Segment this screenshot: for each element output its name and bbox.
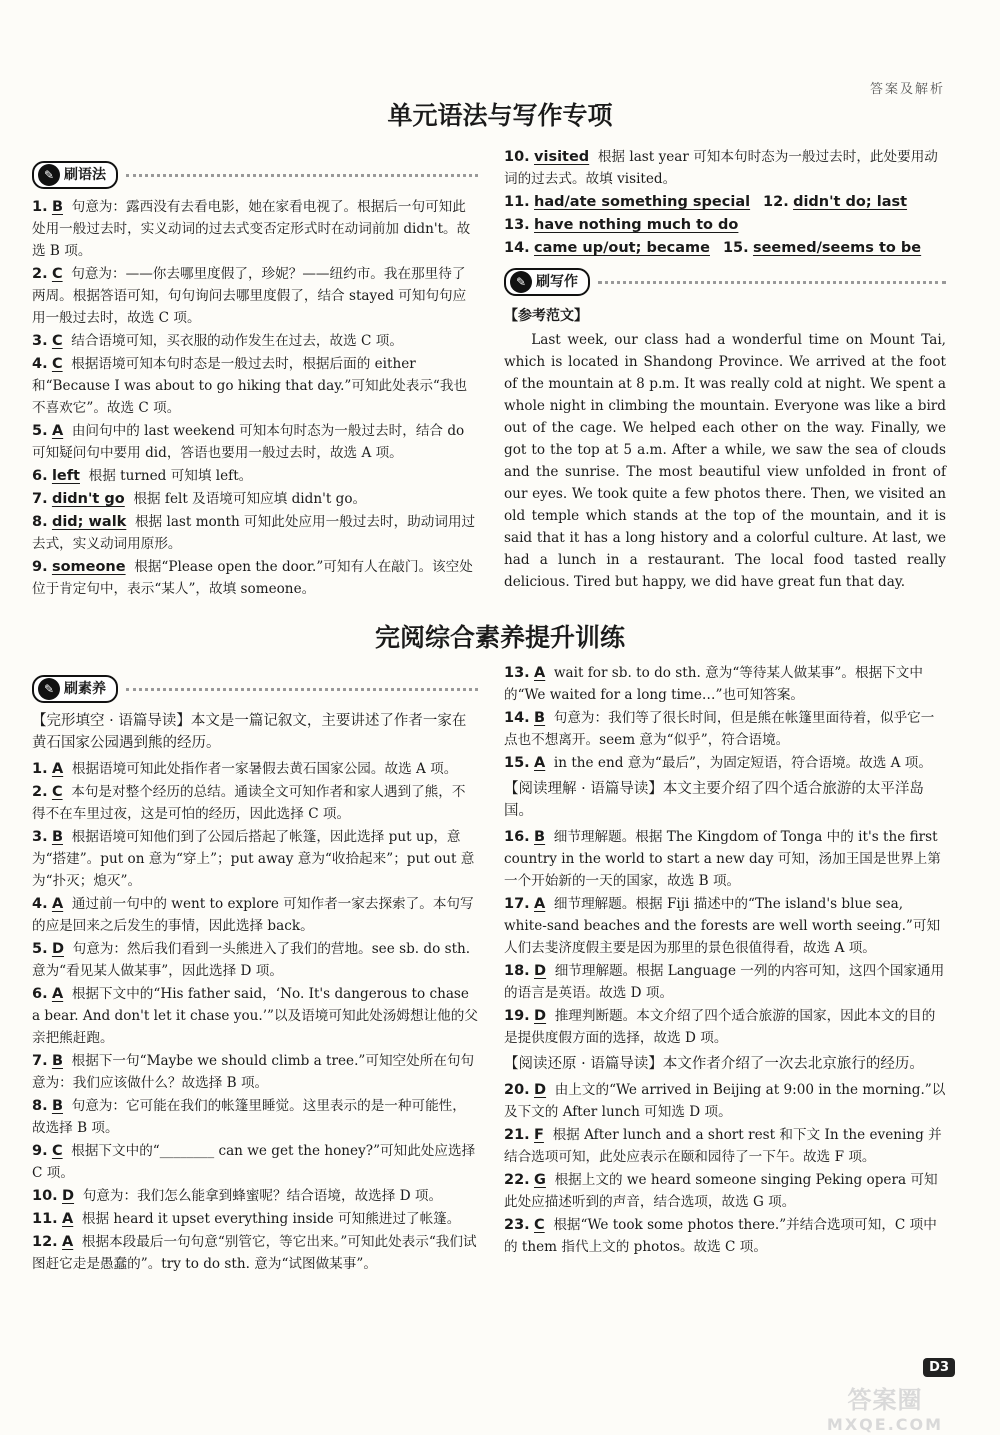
- answer-row: 11. had/ate something special 12. didn't do; last: [504, 194, 908, 210]
- answer-item: [32, 511, 478, 555]
- answer-item: [32, 1231, 478, 1275]
- item-answer: A: [62, 1234, 74, 1250]
- grammar-badge: ✎ 刷语法: [32, 161, 118, 189]
- answer-item: [504, 1005, 946, 1049]
- answer-item: [504, 893, 946, 959]
- item-answer: D: [534, 1082, 547, 1098]
- item-explanation: 细节理解题。根据 Language 一列的内容可知，这四个国家通用的语言是英语。故选 D 项。: [504, 963, 945, 1001]
- answer-item: [32, 1185, 478, 1207]
- item-number: 1.: [32, 199, 48, 215]
- item-explanation: 句意为：——你去哪里度假了，珍妮？——纽约市。我在那里待了两周。根据答语可知，句句询问去哪里度假了，结合 stayed 可知句句应用一般过去时，故选 C 项。: [32, 266, 467, 326]
- answer-item: [32, 196, 478, 262]
- item-answer: C: [51, 266, 63, 282]
- item-number: 21.: [504, 1127, 530, 1143]
- item-explanation: 根据 heard it upset everything inside 可知熊进过了帐篷。: [81, 1211, 461, 1227]
- item-explanation: 句意为：露西没有去看电影，她在家看电视了。根据后一句可知此处用一般过去时，实义动词的过去式变否定形式时在动词前加 didn't。故选 B 项。: [32, 199, 471, 259]
- item-explanation: 根据 last month 可知此处应用一般过去时，助动词用过去式，实义动词用原形。: [32, 514, 476, 552]
- writing-badge: ✎ 刷写作: [504, 268, 590, 296]
- item-number: 10.: [504, 149, 530, 165]
- item-number: 9.: [32, 559, 48, 575]
- item-answer: didn't go: [51, 491, 125, 507]
- item-explanation: 根据语境可知他们到了公园后搭起了帐篷，因此选择 put up，意为“搭建”。put on 意为“穿上”；put away 意为“收拾起来”；put out 意为“扑灭；熄灭”。: [32, 829, 475, 889]
- item-explanation: wait for sb. to do sth. 意为“等待某人做某事”。根据下文中的“We waited for a long time…”也可知答案。: [504, 665, 923, 703]
- item-explanation: 通过前一句中的 went to explore 可知作者一家去探索了。本句写的应是回来之后发生的事情，因此选择 back。: [32, 896, 474, 934]
- pen-icon: ✎: [38, 164, 60, 186]
- item-number: 4.: [32, 356, 48, 372]
- item-answer: F: [534, 1127, 544, 1143]
- literacy-list: [32, 758, 478, 1275]
- item-answer: A: [534, 665, 546, 681]
- item-answer: B: [51, 199, 63, 215]
- answer-item: [504, 1124, 946, 1168]
- grammar-writing-column: [504, 146, 946, 593]
- grammar-column: [32, 158, 478, 601]
- item-number: 16.: [504, 829, 530, 845]
- item-explanation: 由问句中的 last weekend 可知本句时态为一般过去时，结合 do 可知疑问句中要用 did，答语也要用一般过去时，故选 A 项。: [32, 423, 465, 461]
- answer-item: [504, 826, 946, 892]
- item-number: 10.: [32, 1188, 58, 1204]
- answer-item: [32, 758, 478, 780]
- item-number: 5.: [32, 423, 48, 439]
- literacy-list-b: [504, 826, 946, 1049]
- item-answer: did; walk: [51, 514, 127, 530]
- grammar-header: [32, 158, 478, 192]
- item-answer: C: [51, 1143, 63, 1159]
- item-number: 20.: [504, 1082, 530, 1098]
- answer-item: [504, 752, 946, 774]
- answer-item: [504, 662, 946, 706]
- answer-item: [32, 938, 478, 982]
- answer-item: [32, 465, 478, 487]
- literacy-list-c: [504, 1079, 946, 1258]
- answer-item: [32, 488, 478, 510]
- item-number: 19.: [504, 1008, 530, 1024]
- literacy-list-a: [504, 662, 946, 774]
- answer-item: [32, 556, 478, 600]
- item-answer: C: [51, 333, 63, 349]
- answer-item: [32, 1140, 478, 1184]
- item-explanation: 根据语境可知此处指作者一家暑假去黄石国家公园。故选 A 项。: [71, 761, 458, 777]
- item-explanation: 由上文的“We arrived in Beijing at 9:00 in the morning.”以及下文的 After lunch 可知选 D 项。: [504, 1082, 946, 1120]
- writing-header: [504, 265, 946, 299]
- item-answer: left: [51, 468, 80, 484]
- answer-item: [32, 893, 478, 937]
- pen-icon: ✎: [510, 271, 532, 293]
- grammar-list: [32, 196, 478, 600]
- item-number: 15.: [504, 755, 530, 771]
- answer-item: [32, 330, 478, 352]
- item-answer: D: [534, 963, 547, 979]
- item-answer: B: [51, 829, 63, 845]
- item-number: 7.: [32, 1053, 48, 1069]
- answer-item: [504, 1214, 946, 1258]
- watermark: 答案圈 MXQE.COM: [826, 1386, 944, 1434]
- item-number: 1.: [32, 761, 48, 777]
- item-explanation: 根据 After lunch and a short rest 和下文 In the evening 并结合选项可知，此处应表示在颐和园待了一下午。故选 F 项。: [504, 1127, 942, 1165]
- divider: [126, 687, 478, 691]
- item-answer: B: [534, 829, 546, 845]
- model-essay: Last week, our class had a wonderful time on Mount Tai, which is located in Shandong Province. We arrived at the foot of the mountain at 8 p.m. It was really cold at night. We spent a whole night in climbing the mountain. Everyone was like a bird out of the cage. We helped each other on the way. Finally, we got to the top at 5 a.m. After a while, we saw the sea of clouds and the sunrise. The most beautiful view unfolded in front of our eyes. We took quite a few photos there. Then, we visited an old temple which stands at the top of the mountain, and it is said that it has a long history and a colorful culture. At last, we had a lunch in a restaurant. The local food tasted really delicious. Tired but happy, we did have great fun that day.: [504, 332, 946, 590]
- item-answer: B: [534, 710, 546, 726]
- divider: [126, 173, 478, 177]
- answer-item: [32, 263, 478, 329]
- item-explanation: 根据下文中的“His father said，‘No. It's dangerous to chase a bear. And don't let it chase you.’”以及语境可知此处汤姆想让他的父亲把熊赶跑。: [32, 986, 478, 1046]
- answer-item: [32, 1095, 478, 1139]
- answer-item: [32, 1208, 478, 1230]
- item-explanation: 根据 turned 可知填 left。: [88, 468, 253, 484]
- item-number: 2.: [32, 266, 48, 282]
- answer-item: [32, 781, 478, 825]
- item-explanation: 根据“Please open the door.”可知有人在敲门。该空处位于肯定句中，表示“某人”，故填 someone。: [32, 559, 473, 597]
- model-essay-label: 【参考范文】: [504, 308, 588, 324]
- item-number: 17.: [504, 896, 530, 912]
- grammar-right-list: [504, 146, 946, 190]
- item-explanation: 结合语境可知，买衣服的动作发生在过去，故选 C 项。: [71, 333, 403, 349]
- item-answer: B: [51, 1098, 63, 1114]
- item-explanation: 根据 last year 可知本句时态为一般过去时，此处要用动词的过去式。故填 visited。: [504, 149, 938, 187]
- item-answer: A: [51, 761, 64, 777]
- literacy-header: [32, 672, 478, 706]
- item-explanation: 本句是对整个经历的总结。通读全文可知作者和家人遇到了熊，不得不在车里过夜，这是可怕的经历，因此选择 C 项。: [32, 784, 466, 822]
- item-answer: someone: [51, 559, 126, 575]
- cloze-guide: 【完形填空 · 语篇导读】本文是一篇记叙文，主要讲述了作者一家在黄石国家公园遇到熊的经历。: [32, 713, 467, 751]
- answer-item: [32, 826, 478, 892]
- item-number: 8.: [32, 1098, 48, 1114]
- item-number: 4.: [32, 896, 48, 912]
- answer-item: [504, 146, 946, 190]
- item-number: 3.: [32, 333, 48, 349]
- item-number: 7.: [32, 491, 48, 507]
- item-number: 8.: [32, 514, 48, 530]
- item-explanation: in the end 意为“最后”，为固定短语，符合语境。故选 A 项。: [553, 755, 932, 771]
- answer-item: [32, 353, 478, 419]
- item-number: 14.: [504, 710, 530, 726]
- item-number: 6.: [32, 468, 48, 484]
- item-explanation: 句意为：我们等了很长时间，但是熊在帐篷里面待着，似乎它一点也不想离开。seem 意为“似乎”，符合语境。: [504, 710, 935, 748]
- item-answer: A: [51, 986, 64, 1002]
- item-number: 23.: [504, 1217, 530, 1233]
- divider: [598, 280, 946, 284]
- literacy-badge: ✎ 刷素养: [32, 675, 118, 703]
- item-number: 22.: [504, 1172, 530, 1188]
- answer-item: [32, 1050, 478, 1094]
- item-explanation: 根据 felt 及语境可知应填 didn't go。: [133, 491, 367, 507]
- item-explanation: 句意为：我们怎么能拿到蜂蜜呢？结合语境，故选择 D 项。: [82, 1188, 443, 1204]
- section-title-reading: 完阅综合素养提升训练: [374, 623, 625, 652]
- header-label: 答案及解析: [869, 82, 945, 97]
- item-number: 12.: [32, 1234, 58, 1250]
- item-answer: A: [51, 423, 64, 439]
- item-answer: C: [51, 356, 63, 372]
- item-explanation: 句意为：它可能在我们的帐篷里睡觉。这里表示的是一种可能性，故选择 B 项。: [32, 1098, 466, 1136]
- item-explanation: 细节理解题。根据 The Kingdom of Tonga 中的 it's the first country in the world to start a new day 可知，汤加王国是世界上第一个开始新的一天的国家，故选 B 项。: [504, 829, 941, 889]
- item-answer: A: [62, 1211, 74, 1227]
- answer-item: [504, 1079, 946, 1123]
- item-answer: A: [534, 755, 546, 771]
- answer-row: 13. have nothing much to do: [504, 217, 739, 233]
- item-answer: C: [534, 1217, 545, 1233]
- item-answer: D: [62, 1188, 75, 1204]
- literacy-column: [32, 672, 478, 1276]
- item-number: 9.: [32, 1143, 48, 1159]
- item-explanation: 根据上文的 we heard someone singing Peking opera 可知此处应描述听到的声音，结合选项，故选 G 项。: [504, 1172, 938, 1210]
- item-answer: D: [534, 1008, 547, 1024]
- item-explanation: 根据“We took some photos there.”并结合选项可知，C 项中的 them 指代上文的 photos。故选 C 项。: [504, 1217, 937, 1255]
- item-explanation: 句意为：然后我们看到一头熊进入了我们的营地。see sb. do sth. 意为“看见某人做某事”，因此选择 D 项。: [32, 941, 471, 979]
- item-number: 3.: [32, 829, 48, 845]
- item-explanation: 根据下文中的“________ can we get the honey?”可知此处应选择 C 项。: [32, 1143, 476, 1181]
- item-explanation: 根据本段最后一句句意“别管它，等它出来。”可知此处表示“我们试图赶它走是愚蠢的”。try to do sth. 意为“试图做某事”。: [32, 1234, 477, 1272]
- page-number: D3: [923, 1358, 955, 1377]
- item-explanation: 推理判断题。本文介绍了四个适合旅游的国家，因此本文的目的是提供度假方面的选择，故选 D 项。: [504, 1008, 936, 1046]
- answer-item: [504, 960, 946, 1004]
- item-number: 5.: [32, 941, 48, 957]
- item-number: 13.: [504, 665, 530, 681]
- item-number: 6.: [32, 986, 48, 1002]
- reading-guide: 【阅读理解 · 语篇导读】本文主要介绍了四个适合旅游的太平洋岛国。: [504, 781, 924, 819]
- item-answer: A: [534, 896, 546, 912]
- item-answer: A: [51, 896, 64, 912]
- item-answer: G: [534, 1172, 546, 1188]
- item-answer: B: [51, 1053, 63, 1069]
- answer-item: [32, 983, 478, 1049]
- item-number: 2.: [32, 784, 48, 800]
- restore-guide: 【阅读还原 · 语篇导读】本文作者介绍了一次去北京旅行的经历。: [504, 1056, 924, 1072]
- item-answer: D: [51, 941, 64, 957]
- item-answer: visited: [534, 149, 590, 165]
- reading-column: [504, 662, 946, 1259]
- answer-item: [32, 420, 478, 464]
- answer-item: [504, 1169, 946, 1213]
- item-explanation: 根据语境可知本句时态是一般过去时，根据后面的 either 和“Because I was about to go hiking that day.”可知此处表示“我也不喜欢它”。故选 C 项。: [32, 356, 468, 416]
- item-answer: C: [51, 784, 63, 800]
- pen-icon: ✎: [38, 678, 60, 700]
- item-number: 18.: [504, 963, 530, 979]
- answer-row: 14. came up/out; became 15. seemed/seems to be: [504, 240, 922, 256]
- section-title-grammar: 单元语法与写作专项: [387, 101, 613, 130]
- item-explanation: 细节理解题。根据 Fiji 描述中的“The island's blue sea, white-sand beaches and the forests are well worth seeing.”可知人们去斐济度假主要是因为那里的景色很值得看，故选 A 项。: [504, 896, 941, 956]
- item-explanation: 根据下一句“Maybe we should climb a tree.”可知空处所在句句意为：我们应该做什么？故选择 B 项。: [32, 1053, 475, 1091]
- item-number: 11.: [32, 1211, 58, 1227]
- answer-item: [504, 707, 946, 751]
